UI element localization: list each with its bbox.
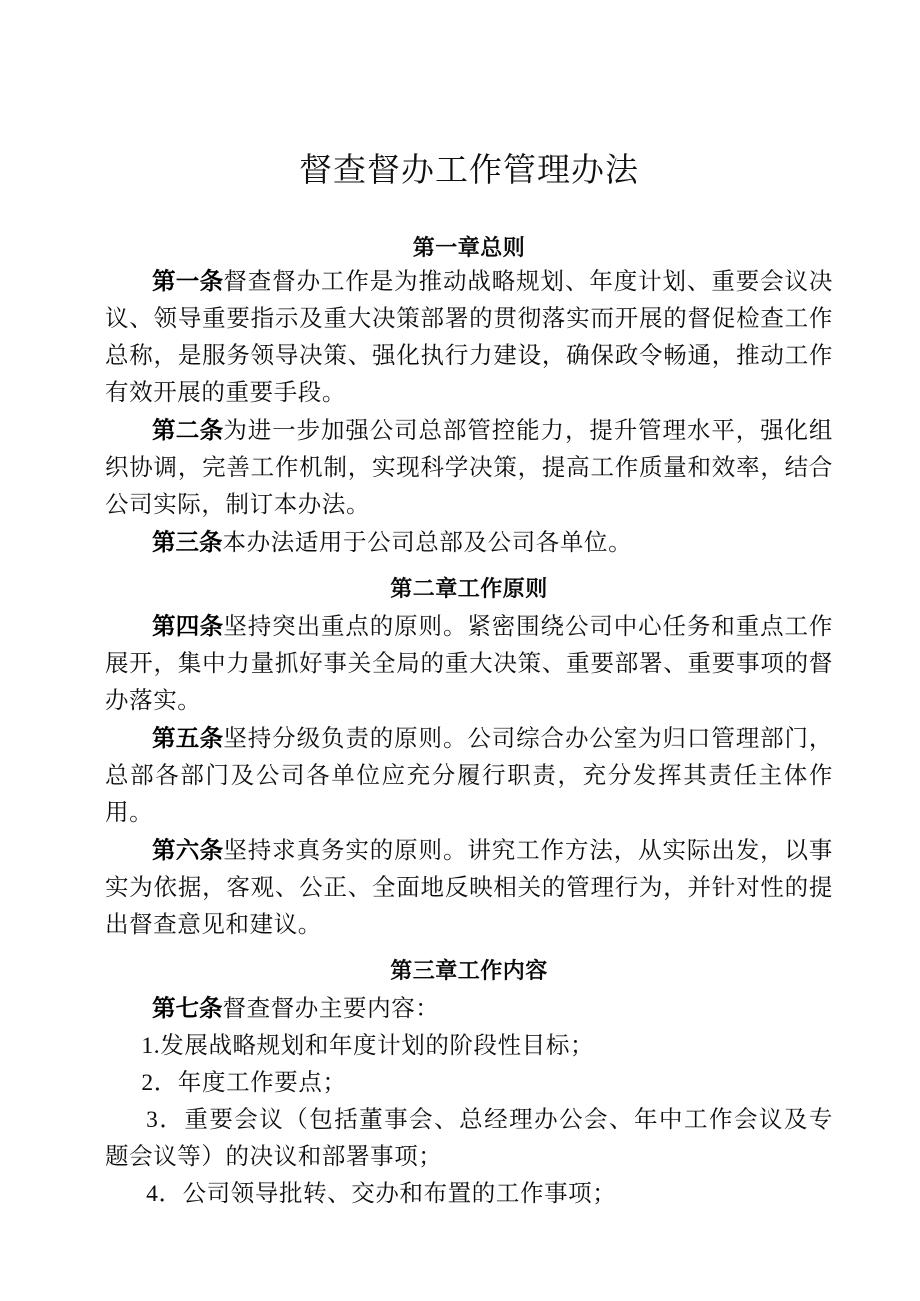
article-label: 第六条 — [152, 835, 224, 864]
article-label: 第二条 — [152, 416, 224, 445]
article-paragraph — [105, 832, 833, 944]
article-label: 第四条 — [152, 611, 224, 640]
chapter-heading-1: 第一章总则 — [412, 235, 526, 261]
article-label: 第一条 — [152, 267, 224, 296]
article-paragraph — [105, 263, 833, 412]
article-paragraph — [105, 524, 833, 562]
article-text: 督查督办主要内容： — [222, 995, 440, 1022]
list-item: 3．重要会议（包括董事会、总经理办公会、年中工作会议及专题会议等）的决议和部署事项； — [105, 1106, 833, 1170]
article-text: 本办法适用于公司总部及公司各单位。 — [222, 530, 633, 557]
article-label: 第五条 — [152, 723, 224, 752]
list-item: 4．公司领导批转、交办和布置的工作事项； — [146, 1180, 617, 1207]
article-paragraph — [105, 990, 833, 1028]
article-paragraph — [105, 608, 833, 720]
article-text: 督查督办工作是为推动战略规划、年度计划、重要会议决议、领导重要指示及重大决策部署的贯彻落实而开展的督促检查工作总称，是服务领导决策、强化执行力建设，确保政令畅通，推动工作有效开展的重要手段。 — [105, 269, 834, 407]
article-label: 第七条 — [152, 993, 223, 1022]
page-title: 督查督办工作管理办法 — [299, 153, 639, 189]
article-text: 坚持求真务实的原则。讲究工作方法，从实际出发，以事实为依据，客观、公正、全面地反映相关的管理行为，并针对性的提出督查意见和建议。 — [105, 837, 834, 938]
article-text: 坚持分级负责的原则。公司综合办公室为归口管理部门，总部各部门及公司各单位应充分履行职责，充分发挥其责任主体作用。 — [105, 725, 834, 826]
article-text: 坚持突出重点的原则。紧密围绕公司中心任务和重点工作展开，集中力量抓好事关全局的重大决策、重要部署、重要事项的督办落实。 — [105, 613, 834, 714]
chapter-heading-3: 第三章工作内容 — [390, 958, 548, 984]
list-item: 2．年度工作要点； — [141, 1069, 347, 1096]
article-paragraph — [105, 412, 833, 524]
article-paragraph — [105, 720, 833, 832]
article-label: 第三条 — [152, 528, 223, 557]
chapter-heading-2: 第二章工作原则 — [390, 577, 548, 603]
list-item: 1.发展战略规划和年度计划的阶段性目标； — [141, 1032, 595, 1059]
document-body — [105, 0, 833, 1213]
article-text: 为进一步加强公司总部管控能力，提升管理水平，强化组织协调，完善工作机制，实现科学决策，提高工作质量和效率，结合公司实际，制订本办法。 — [105, 418, 834, 519]
